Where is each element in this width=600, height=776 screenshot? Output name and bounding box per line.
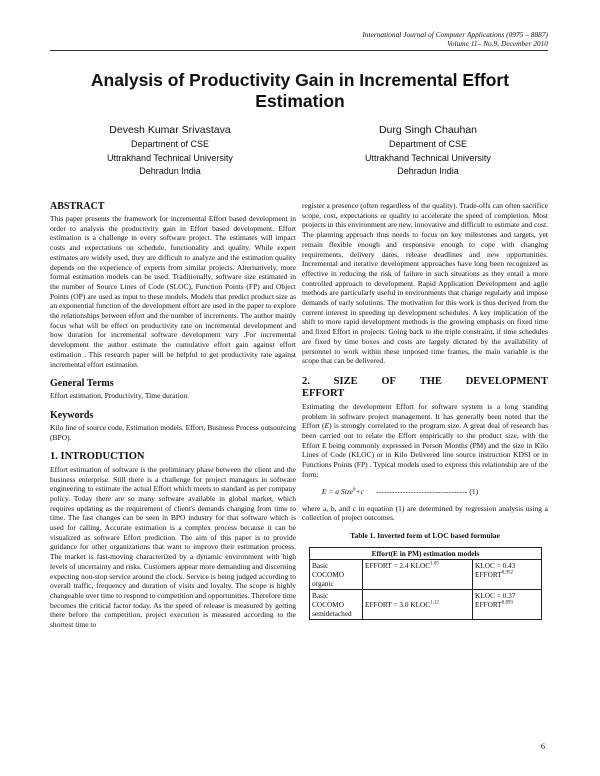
abstract-heading: ABSTRACT <box>50 201 105 212</box>
table-row <box>310 559 542 589</box>
table-header-cell: Effort(E in PM) estimation models <box>310 547 542 559</box>
keywords-heading: Keywords <box>50 409 94 421</box>
author-univ: Uttrakhand Technical University <box>107 152 233 163</box>
effort-symbol: E <box>324 421 330 431</box>
author-name: Devesh Kumar Srivastava <box>109 124 231 136</box>
general-terms-heading: General Terms <box>50 378 114 390</box>
introduction-text: Effort estimation of software is the preliminary phase between the client and the business enterprise. Still there is a challenge for project managers in software engineering to estimate the actual Effort which meets to standard as per company policy. Today there are so many software available in global market, which requires updating as the requirement of client's demands changing from time to time. The fast changes can be seen in BPO industry for that software which is used for calling. Accurate estimation is a complex process because it can be visualized as software Effort prediction. The aim of this paper is to provide guidance for other organizations that want to improve their estimation process. The market is fast-moving characterized by a dynamic environment with high levels of uncertainty and risks. Customers appear more demanding and discerning expecting non-stop service around the clock. Service is being judged according to overall traffic, frequency and duration of visits and loyalty. The scope is highly changeable over time to respond to competition and opportunities. Therefore time becomes the critical factor today. As the speed of release is measured by getting there before the competition, project execution is measured according to the shortest time to <box>50 464 296 630</box>
general-terms-text: Effort estimation, Productivity, Time duration. <box>50 391 190 401</box>
abstract-text: This paper presents the framework for incremental Effort based development in order to analysis the productivity gain in Effort based development. Effort estimation is a challenge in every software project. The estimates will impact costs and expectations on schedule, functionality and quality. While expert estimates are widely used, they are difficult to analyze and the estimation quality depends on the experience of experts from similar projects. Alternatively, more formal estimation models can be used. Traditionally, software size estimated in the number of Source Lines of Code (SLOC), Function Points (FP) and Object Points (OP) are used as input to these models. Models that predict product size as an exponential function of the development effort are used in the paper to explore the relationships between effort and the number of increments. The author mainly focus what will be effect on productivity rate on incremental development and how duration for incremental software development vary .For incremental development the author estimate the cumulative effort gain against effort estimation . This research paper will be helpful to get productivity rate against incremental effort estimation. <box>50 214 296 369</box>
continued-paragraph: register a presence (often regardless of the quality). Trade-offs can often sacrifice scope, cost, expectations or quality to accelerate the speed of completion. Most projects in this environment are new, innovative and difficult to estimate and cost. The planning approach thus needs to focus on key milestones and targets, yet remain flexible enough and responsive enough to cope with changing requirements, delivery dates, release deadlines and new opportunities. Incremental and iterative development approaches have long been recognized as effective in reducing the risk of failure in such situations as they entail a more controlled approach to development. Rapid Application Development and agile methods are particularly useful in environments that change regularly and impose demands of early solutions. The motivation for this work is thus derived from the current interest in speeding up development schedules. A key implication of the shift to more rapid development methods is the growing emphasis on fixed time and fixed Effort in projects. Going back to the triple constraint, if time schedules are fixed by time boxes and costs are largely dictated by the availability of personnel to work within these imposed time frames, the main variable is the scope that can be delivered. <box>302 201 548 366</box>
equation-lhs: E = a Size <box>321 486 353 496</box>
author-city: Dehradun India <box>139 166 201 176</box>
author-name: Durg Singh Chauhan <box>378 124 478 136</box>
effort-formula-cell: EFFORT = 2.4 $KLOC^{1.05}$ <box>363 559 473 589</box>
journal-volume: Volume 11– No.9, December 2010 <box>447 39 548 48</box>
effort-formula-cell: EFFORT = 3.0 $KLOC^{1.12}$ <box>363 589 473 619</box>
table-caption: Table 1. Inverted form of LOC based formulae <box>350 530 500 540</box>
right-column <box>302 201 548 620</box>
author-1 <box>50 123 290 179</box>
journal-header <box>362 30 548 48</box>
section2-text-after-equation: where a, b, and c in equation (1) are determined by regression analysis using a collection of project outcomes. <box>302 503 548 523</box>
section2-heading-word: DEVELOPMENT <box>465 375 548 387</box>
section2-heading <box>302 376 548 401</box>
kloc-formula-cell: KLOC = 0.43 $EFFORT^{0.952}$ <box>473 559 542 589</box>
section2-heading-word: OF <box>381 375 396 387</box>
left-column <box>50 201 296 630</box>
model-cell: Basic COCOMO semidetached <box>310 589 363 619</box>
equation-rhs: +c <box>355 486 364 496</box>
page-number: 6 <box>541 742 545 751</box>
author-dept: Department of CSE <box>388 139 468 149</box>
section2-heading-word: THE <box>419 375 442 387</box>
equation-dashes: ---------------------------------- <box>375 486 468 496</box>
section2-heading-word: 2. <box>302 375 310 387</box>
section2-heading-line2: EFFORT <box>302 388 345 400</box>
introduction-heading: 1. INTRODUCTION <box>50 451 145 463</box>
loc-formulae-table <box>309 547 542 620</box>
keywords-text: Kilo line of source code, Estimation models. Effort, Business Process outsourcing (BPO). <box>50 422 296 442</box>
section2-heading-word: SIZE <box>333 375 358 387</box>
author-2 <box>308 123 548 179</box>
author-city: Dehradun India <box>397 166 459 176</box>
model-cell: Basic COCOMO organic <box>310 559 363 589</box>
author-univ: Uttrakhand Technical University <box>365 152 491 163</box>
table-row <box>310 589 542 619</box>
equation-exponent: b <box>352 487 356 493</box>
authors-block <box>50 123 548 183</box>
table-header-row <box>310 547 542 559</box>
header-rule <box>50 50 548 51</box>
kloc-formula-cell: KLOC = 0.37 $EFFORT^{0.893}$ <box>473 589 542 619</box>
author-dept: Department of CSE <box>130 139 210 149</box>
equation-1 <box>302 487 548 497</box>
section2-text: Estimating the development Effort for software system is a long standing problem in software project management. It has generally been noted that the Effort (E) is strongly correlated to the program size. A great deal of research has been carried out to relate the Effort empirically to the product size, with the Effort E being commonly expressed in Person Months (PM) and the size in Kilo Lines of Code (KLOC) or in Kilo Delivered line source instruction KDSI or in Functions Points (FP) . Typical models used to express this relationship are of the form: <box>302 401 548 479</box>
equation-number: (1) <box>469 486 479 496</box>
journal-name: International Journal of Computer Applications (0975 – 8887) <box>362 30 548 39</box>
paper-title: Analysis of Productivity Gain in Incremental Effort Estimation <box>90 70 510 111</box>
